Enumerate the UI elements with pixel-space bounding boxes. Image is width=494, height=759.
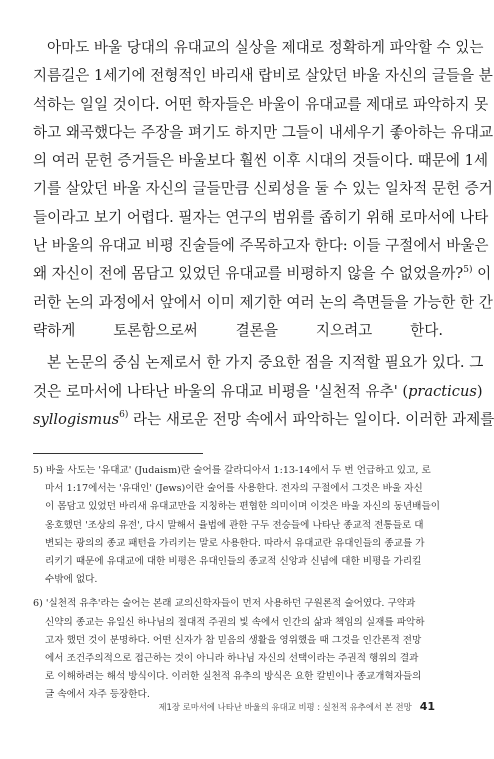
footnote-ref-5[interactable]: 5) bbox=[463, 264, 473, 275]
footnote-line: 마서 1:17에서는 '유대인' (Jews)이란 술어를 사용한다. 전자의 구절에서 그것은 바울 자신 bbox=[45, 483, 423, 495]
footnote-line: 5) 바울 사도는 '유대교' (Judaism)란 술어를 갈라디아서 1:13-14에서 두 번 언급하고 있고, 로 bbox=[33, 465, 431, 476]
text-line bbox=[33, 260, 492, 288]
text-line: 아마도 바울 당대의 유대교의 실상을 제대로 정확하게 파악할 수 있는 bbox=[47, 39, 484, 56]
paragraph-1 bbox=[33, 34, 494, 345]
page-number: 41 bbox=[419, 700, 435, 713]
footnote-ref-6[interactable]: 6) bbox=[119, 410, 129, 420]
paragraph-2 bbox=[33, 349, 494, 434]
running-head: 제1장 로마서에 나타난 바울의 유대교 비평 : 실천적 유추에서 본 전망 bbox=[158, 702, 412, 712]
text-fragment: 라는 새로운 전망 속에서 파악하는 일이다. 이러한 과제를 bbox=[132, 410, 494, 428]
text-line: 본 논문의 중심 논제로서 한 가지 중요한 점을 지적할 필요가 있다. 그 bbox=[47, 354, 484, 372]
footnote-line: 신약의 종교는 유일신 하나님의 절대적 주권의 빛 속에서 인간의 삶과 책임의 실재를 파악하 bbox=[45, 616, 425, 628]
footnote-line: 리키기 때문에 유대교에 대한 비평은 유대인들의 종교적 신앙과 신념에 대한 비평을 가리킬 bbox=[45, 556, 422, 568]
text-line: 난 바울의 유대교 비평 진술들에 주목하고자 한다: 이들 구절에서 바울은 bbox=[33, 237, 489, 255]
text-fragment: 이 bbox=[477, 265, 492, 283]
text-line: 의 여러 문헌 증거들은 바울보다 훨씬 이후 시대의 것들이다. 때문에 1세 bbox=[33, 152, 489, 170]
footnote-line: 고자 했던 것이 분명하다. 어떤 신자가 참 믿음의 생활을 영위했을 때 그것을 인간론적 전망 bbox=[45, 634, 422, 646]
footnote-divider bbox=[33, 453, 203, 454]
footnote-line: 이 몸담고 있었던 바리새 유대교만을 지칭하는 편협한 의미이며 이것은 바울 자신의 동년배들이 bbox=[45, 501, 440, 513]
text-line: 것은 로마서에 나타난 바울의 유대교 비평을 '실천적 유추' (practicus) bbox=[33, 382, 483, 400]
latin-term: syllogismus bbox=[33, 410, 120, 428]
latin-term: practicus bbox=[408, 382, 477, 400]
page-footer bbox=[140, 700, 435, 713]
footnote-line: 에서 조건주의적으로 접근하는 것이 아니라 하나님 자신의 선택이라는 주권적 행위의 결과 bbox=[45, 653, 419, 665]
footnote-line: 글 속에서 자주 등장한다. bbox=[45, 689, 150, 701]
text-line: 지름길은 1세기에 전형적인 바리새 랍비로 살았던 바울 자신의 글들을 분 bbox=[33, 67, 493, 85]
text-line: 하고 왜곡했다는 주장을 펴기도 하지만 그들이 내세우기 좋아하는 유대교 bbox=[33, 123, 494, 141]
footnote-line: 옹호했던 '조상의 유전', 다시 말해서 율법에 관한 구두 전승들에 나타난 종교적 전통들로 대 bbox=[45, 519, 424, 531]
footnote-5 bbox=[33, 462, 438, 589]
text-fragment: 왜 자신이 전에 몸담고 있었던 유대교를 비평하지 않을 수 없었을까? bbox=[33, 265, 464, 283]
footnote-line: 로 이해하려는 해석 방식이다. 이러한 실천적 유추의 방식은 요한 칼빈이나 종교개혁자들의 bbox=[45, 671, 422, 683]
text-line: 략하게 토론함으로써 결론을 지으려고 한다. bbox=[33, 321, 443, 339]
main-text bbox=[33, 34, 494, 434]
footnote-line: 변되는 광의의 종교 패턴을 가리키는 말로 사용한다. 따라서 유대교란 유대인들의 종교를 가 bbox=[45, 537, 425, 549]
footnotes bbox=[33, 462, 438, 711]
text-line bbox=[33, 406, 494, 434]
footnote-6 bbox=[33, 595, 438, 704]
text-line: 기를 살았던 바울 자신의 글들만큼 신뢰성을 둘 수 있는 일차적 문헌 증거 bbox=[33, 180, 493, 198]
text-line: 들이라고 보기 어렵다. 필자는 연구의 범위를 좁히기 위해 로마서에 나타 bbox=[33, 208, 489, 226]
text-line: 석하는 일일 것이다. 어떤 학자들은 바울이 유대교를 제대로 파악하지 못 bbox=[33, 95, 489, 113]
footnote-line: 수밖에 없다. bbox=[45, 574, 98, 586]
text-fragment: 것은 로마서에 나타난 바울의 유대교 비평을 '실천적 유추' ( bbox=[33, 382, 409, 400]
footnote-line: 6) '실천적 유추'라는 술어는 본래 교의신학자들이 먼저 사용하던 구원론적 술어였다. 구약과 bbox=[33, 598, 416, 610]
text-line: 러한 논의 과정에서 앞에서 이미 제기한 여러 논의 측면들을 가능한 한 간 bbox=[33, 293, 493, 311]
